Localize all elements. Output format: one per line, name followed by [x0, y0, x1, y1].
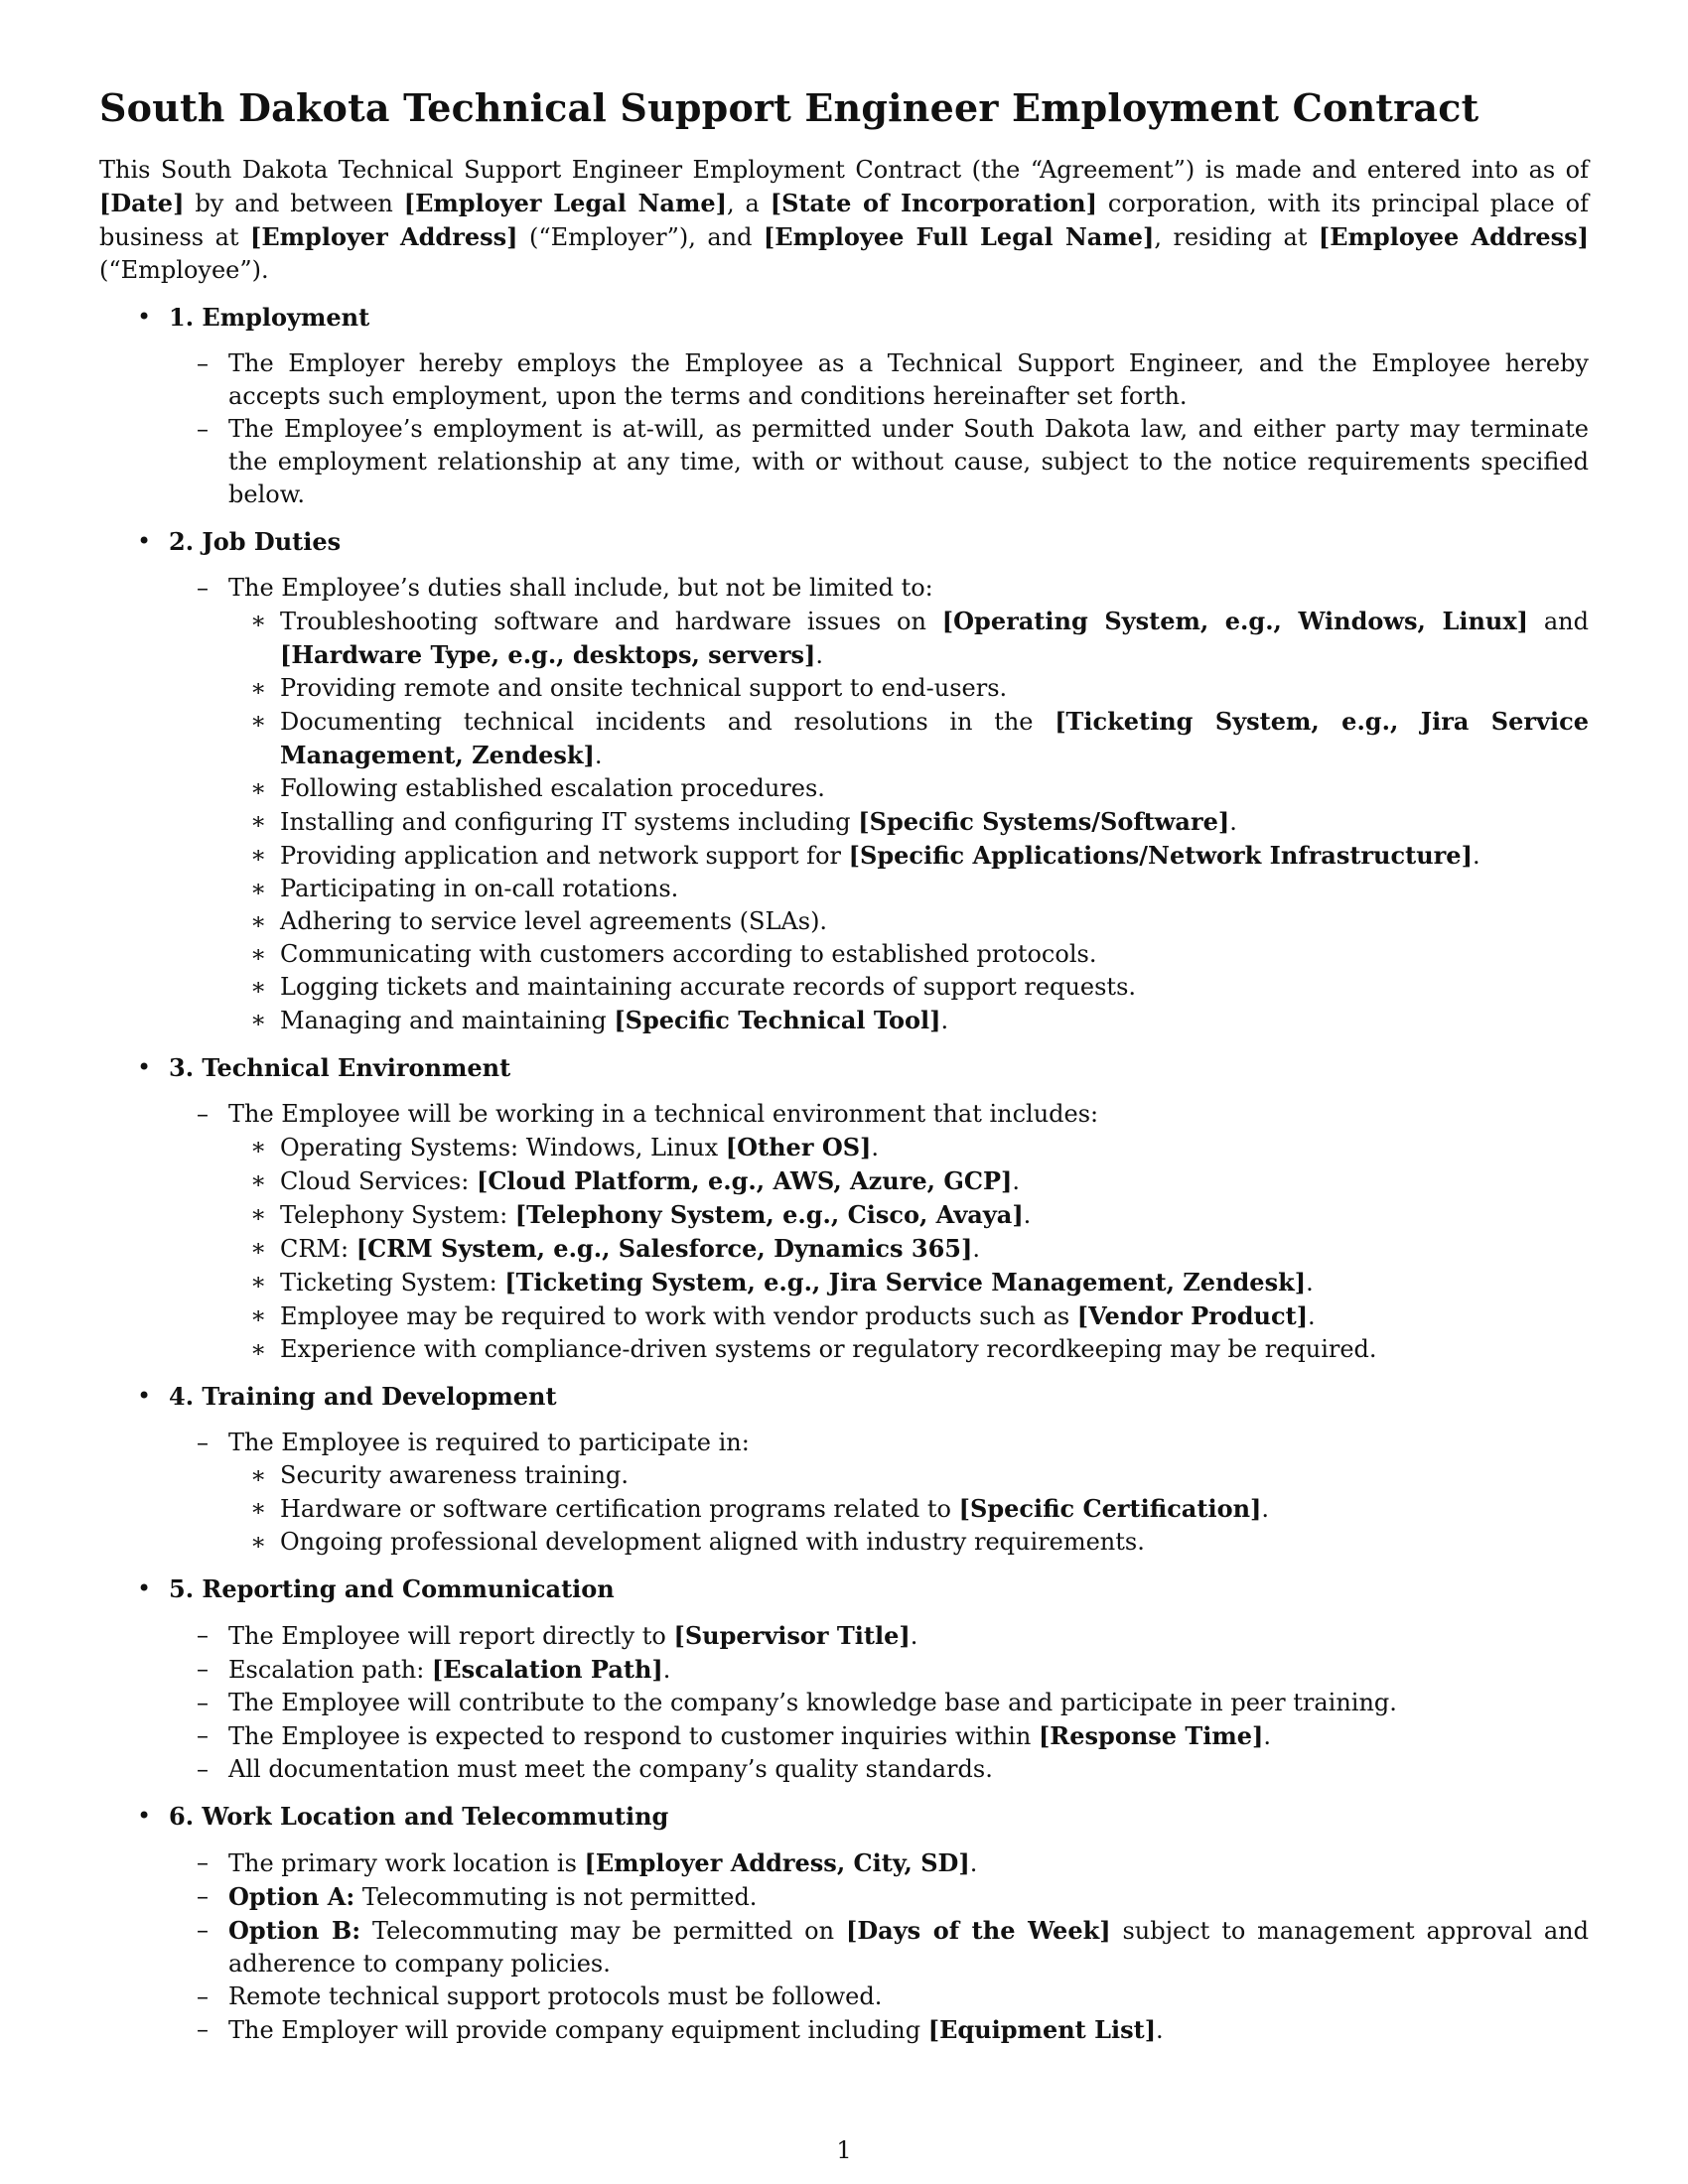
dash-icon: – — [197, 2015, 209, 2043]
intro-text: (“Employee”). — [99, 256, 269, 284]
sub-list-item: ∗ Employee may be required to work with vendor products such as [Vendor Product]. — [250, 1301, 1316, 1330]
list-item: – The Employee will report directly to [Supervisor Title]. — [197, 1621, 918, 1650]
placeholder-employer-name: [Employer Legal Name] — [403, 189, 727, 217]
placeholder: [Cloud Platform, e.g., AWS, Azure, GCP] — [476, 1166, 1013, 1195]
placeholder: [Operating System, e.g., Windows, Linux] — [941, 607, 1529, 635]
list-item: – The Employee will contribute to the company’s knowledge base and participate in peer training. — [169, 1687, 1589, 1719]
document-page — [99, 85, 1589, 2047]
intro-text: corporation, with its principal place of business at — [99, 190, 1589, 251]
list-item: – The Employee’s employment is at-will, as permitted under South Dakota law, and either party may terminate the employment relationship at any time, with or without cause, subject to the notice requirements specified below. — [197, 415, 1589, 508]
placeholder: [Ticketing System, e.g., Jira Service Management, Zendesk] — [504, 1268, 1307, 1297]
star-icon: ∗ — [250, 875, 267, 902]
placeholder: [Specific Certification] — [958, 1494, 1262, 1523]
star-icon: ∗ — [250, 1494, 267, 1522]
star-icon: ∗ — [250, 807, 267, 835]
dash-icon: – — [197, 1755, 209, 1783]
section-title: 4. Training and Development — [169, 1382, 557, 1411]
dash-icon: – — [197, 415, 209, 443]
section-reporting — [99, 1572, 1589, 1786]
intro-text: This South Dakota Technical Support Engineer Employment Contract (the “Agreement”) is made and entered into as of — [99, 156, 1589, 184]
dash-icon: – — [197, 1721, 209, 1749]
placeholder: [Ticketing System, e.g., Jira Service Management, Zendesk] — [280, 707, 1589, 769]
placeholder: [Employer Address, City, SD] — [584, 1848, 970, 1877]
star-icon: ∗ — [250, 907, 267, 935]
placeholder: [Specific Technical Tool] — [614, 1006, 941, 1034]
list-item: – The Employee is required to participate in: ∗ Security awareness training. ∗ Hardware or software certification programs related to [Specific Certification]. ∗ Ongoing professional development aligned with industry requirements. — [169, 1427, 1589, 1559]
list-item: – Option A: Telecommuting is not permitted. — [197, 1882, 758, 1911]
section-title: 6. Work Location and Telecommuting — [169, 1802, 669, 1831]
placeholder: [Days of the Week] — [845, 1916, 1111, 1945]
sub-list-item: ∗ Hardware or software certification programs related to [Specific Certification]. — [250, 1494, 1270, 1523]
bullet-icon: • — [137, 1574, 152, 1602]
star-icon: ∗ — [250, 1133, 267, 1160]
list-item: – All documentation must meet the company’s quality standards. — [169, 1753, 1589, 1786]
star-icon: ∗ — [250, 1166, 267, 1194]
list-item: – Escalation path: [Escalation Path]. — [197, 1655, 671, 1684]
dash-icon: – — [197, 1621, 209, 1649]
star-icon: ∗ — [250, 1461, 267, 1489]
section-training — [99, 1380, 1589, 1559]
placeholder: [Response Time] — [1038, 1721, 1264, 1750]
sub-list-item: ∗ Cloud Services: [Cloud Platform, e.g., AWS, Azure, GCP]. — [250, 1166, 1021, 1195]
dash-icon: – — [197, 1655, 209, 1683]
placeholder: [CRM System, e.g., Salesforce, Dynamics 365] — [355, 1234, 973, 1263]
star-icon: ∗ — [250, 1234, 267, 1262]
dash-icon: – — [197, 574, 209, 602]
placeholder: [Other OS] — [725, 1133, 872, 1161]
intro-paragraph — [99, 154, 1589, 287]
dash-icon: – — [197, 1689, 209, 1716]
section-title: 3. Technical Environment — [169, 1053, 511, 1082]
star-icon: ∗ — [250, 1268, 267, 1296]
placeholder-employee-name: [Employee Full Legal Name] — [763, 222, 1155, 251]
sub-list-item: ∗ Logging tickets and maintaining accurate records of support requests. — [228, 971, 1589, 1004]
dash-icon: – — [197, 1982, 209, 2010]
list-item: – Option B: Telecommuting may be permitted on [Days of the Week] subject to management approval and adherence to company policies. — [197, 1916, 1589, 1978]
list-item: – The Employee’s duties shall include, but not be limited to: ∗ Troubleshooting software and hardware issues on [Operating System, e.g., Windows, Linux] and [Hardware Type, e.g., desktops, servers]. ∗ Providing remote and onsite technical support to end-users. ∗ Documenting technical incidents and resolutions in the [Ticketing System, e.g., Jira Service Management, Zendesk]. ∗ Following established escalation procedures. ∗ Installing and configuring IT systems including [Specific Systems/Software]. ∗ Providing application and network support for [Specific Applications/Network Infrastructure]. ∗ Participating in on-call rotations. ∗ Adhering to service level agreements (SLAs). ∗ Communicating with customers according to established protocols. ∗ Logging tickets and maintaining accurate records of support requests. ∗ Managing and maintaining [Specific Technical Tool]. — [169, 572, 1589, 1037]
section-job-duties — [99, 525, 1589, 1037]
intro-text: , residing at — [1154, 223, 1319, 251]
star-icon: ∗ — [250, 1200, 267, 1228]
dash-icon: – — [197, 1100, 209, 1128]
placeholder-employer-address: [Employer Address] — [250, 222, 518, 251]
sub-list-item: ∗ Following established escalation procedures. — [228, 772, 1589, 805]
placeholder: [Escalation Path] — [431, 1655, 663, 1684]
section-work-location — [99, 1800, 1589, 2047]
document-title: South Dakota Technical Support Engineer Employment Contract — [99, 85, 1479, 130]
section-list — [99, 301, 1589, 2047]
bullet-icon: • — [137, 303, 152, 331]
sub-list-item: ∗ Providing application and network support for [Specific Applications/Network Infrastructure]. — [250, 841, 1480, 870]
dash-icon: – — [197, 1848, 209, 1876]
section-title: 1. Employment — [169, 303, 370, 332]
placeholder-date: [Date] — [99, 189, 185, 217]
sub-list-item: ∗ Telephony System: [Telephony System, e.g., Cisco, Avaya]. — [250, 1200, 1032, 1229]
placeholder-state: [State of Incorporation] — [770, 189, 1097, 217]
sub-list-item: ∗ Installing and configuring IT systems including [Specific Systems/Software]. — [250, 807, 1237, 836]
star-icon: ∗ — [250, 707, 267, 735]
sub-list-item: ∗ Participating in on-call rotations. — [228, 873, 1589, 905]
section-technical-environment — [99, 1051, 1589, 1366]
bullet-icon: • — [137, 1382, 152, 1410]
star-icon: ∗ — [250, 940, 267, 968]
star-icon: ∗ — [250, 1528, 267, 1556]
list-item: – The Employer hereby employs the Employee as a Technical Support Engineer, and the Employee hereby accepts such employment, upon the terms and conditions hereinafter set forth. — [197, 349, 1589, 410]
dash-icon: – — [197, 1429, 209, 1456]
section-title: 5. Reporting and Communication — [169, 1574, 615, 1603]
list-item: – The Employer will provide company equipment including [Equipment List]. — [197, 2015, 1164, 2044]
list-item: – The primary work location is [Employer Address, City, SD]. — [197, 1848, 978, 1877]
bullet-icon: • — [137, 1053, 152, 1081]
placeholder: [Vendor Product] — [1076, 1301, 1309, 1330]
bullet-icon: • — [137, 1802, 152, 1830]
section-employment — [99, 301, 1589, 511]
placeholder-employee-address: [Employee Address] — [1318, 222, 1589, 251]
star-icon: ∗ — [250, 774, 267, 802]
dash-icon: – — [197, 349, 209, 377]
sub-list-item: ∗ Ongoing professional development aligned with industry requirements. — [228, 1526, 1589, 1559]
placeholder: [Equipment List] — [927, 2015, 1157, 2044]
sub-list-item: ∗ Providing remote and onsite technical support to end-users. — [228, 672, 1589, 705]
intro-text: by and between — [184, 190, 404, 217]
placeholder: [Specific Systems/Software] — [858, 807, 1230, 836]
star-icon: ∗ — [250, 607, 267, 634]
star-icon: ∗ — [250, 674, 267, 702]
placeholder: [Telephony System, e.g., Cisco, Avaya] — [514, 1200, 1024, 1229]
sub-list-item: ∗ Troubleshooting software and hardware issues on [Operating System, e.g., Windows, Linux] and [Hardware Type, e.g., desktops, servers]. — [250, 607, 1589, 669]
dash-icon: – — [197, 1882, 209, 1910]
star-icon: ∗ — [250, 1335, 267, 1363]
option-label: Option A: — [228, 1882, 355, 1911]
list-item: – The Employee is expected to respond to customer inquiries within [Response Time]. — [197, 1721, 1272, 1750]
sub-list-item: ∗ Ticketing System: [Ticketing System, e.g., Jira Service Management, Zendesk]. — [250, 1268, 1314, 1297]
intro-text: , a — [726, 190, 771, 217]
sub-list-item: ∗ Security awareness training. — [228, 1459, 1589, 1492]
sub-list-item: ∗ Operating Systems: Windows, Linux [Other OS]. — [250, 1133, 880, 1161]
section-title: 2. Job Duties — [169, 527, 342, 556]
sub-list-item: ∗ Communicating with customers according to established protocols. — [228, 938, 1589, 971]
sub-list-item: ∗ Managing and maintaining [Specific Technical Tool]. — [250, 1006, 949, 1034]
bullet-icon: • — [137, 527, 152, 555]
star-icon: ∗ — [250, 841, 267, 869]
dash-icon: – — [197, 1916, 209, 1944]
page-number: 1 — [836, 2136, 852, 2164]
sub-list-item: ∗ Adhering to service level agreements (SLAs). — [228, 905, 1589, 938]
star-icon: ∗ — [250, 1301, 267, 1329]
list-item: – Remote technical support protocols must be followed. — [169, 1980, 1589, 2013]
option-label: Option B: — [228, 1916, 361, 1945]
placeholder: [Hardware Type, e.g., desktops, servers] — [280, 640, 816, 669]
intro-text: (“Employer”), and — [517, 223, 764, 251]
sub-list-item: ∗ Experience with compliance-driven systems or regulatory recordkeeping may be required. — [228, 1333, 1589, 1366]
star-icon: ∗ — [250, 1006, 267, 1033]
placeholder: [Specific Applications/Network Infrastructure] — [848, 841, 1473, 870]
list-item: – The Employee will be working in a technical environment that includes: ∗ Operating Systems: Windows, Linux [Other OS]. ∗ Cloud Services: [Cloud Platform, e.g., AWS, Azure, GCP]. ∗ Telephony System: [Telephony System, e.g., Cisco, Avaya]. ∗ CRM: [CRM System, e.g., Salesforce, Dynamics 365]. ∗ Ticketing System: [Ticketing System, e.g., Jira Service Management, Zendesk]. ∗ Employee may be required to work with vendor products such as [Vendor Product]. ∗ Experience with compliance-driven systems or regulatory recordkeeping may be required. — [169, 1098, 1589, 1366]
sub-list-item: ∗ Documenting technical incidents and resolutions in the [Ticketing System, e.g., Jira Service Management, Zendesk]. — [250, 707, 1589, 769]
sub-list-item: ∗ CRM: [CRM System, e.g., Salesforce, Dynamics 365]. — [250, 1234, 980, 1263]
star-icon: ∗ — [250, 973, 267, 1001]
placeholder: [Supervisor Title] — [673, 1621, 911, 1650]
